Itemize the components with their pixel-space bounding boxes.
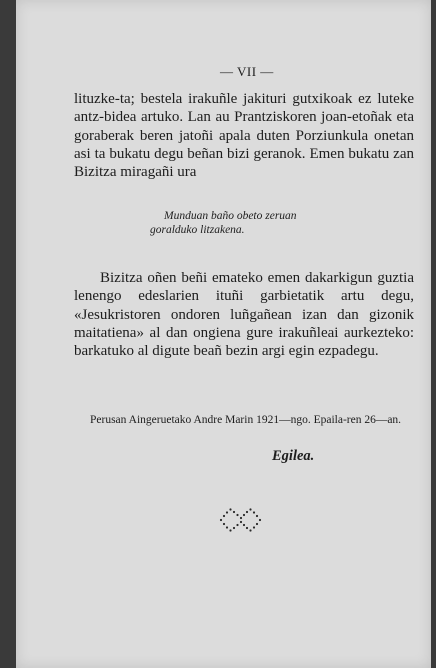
paragraph-1: lituzke-ta; bestela irakuñle jakituri gutxikoak ez luteke antz-bidea artuko. Lan au Prantziskoren joan-etoñak eta goraberak beren jatoñi apala duten Porziunkula onetan asi ta bukatu degu beñan bizi geranok. Emen bukatu zan Bizitza miragañi ura [74, 91, 414, 181]
book-page [16, 0, 431, 668]
paragraph-2: Bizitza oñen beñi emateko emen dakarkigun guztia lenengo edeslarien ituñi garbietatik artu degu, «Jesukristoren ondoren luñgañean izan dan gizonik maitatiena» al dan ongiena gure irakuñleai aurkezteko: barkatuko al digute beañ bezin argi egin ezpadegu. [74, 270, 414, 360]
place-date-note: Perusan Aingeruetako Andre Marin 1921—ngo. Epaila-ren 26—an. [90, 414, 402, 426]
page-number: — VII — [220, 64, 274, 79]
quote-line-1: Munduan baño obeto zeruan [164, 210, 297, 222]
quote-line-2: goralduko litzakena. [150, 224, 245, 236]
quote-block [150, 209, 414, 237]
decorative-ornament-icon [201, 500, 291, 540]
signature: Egilea. [272, 448, 315, 464]
